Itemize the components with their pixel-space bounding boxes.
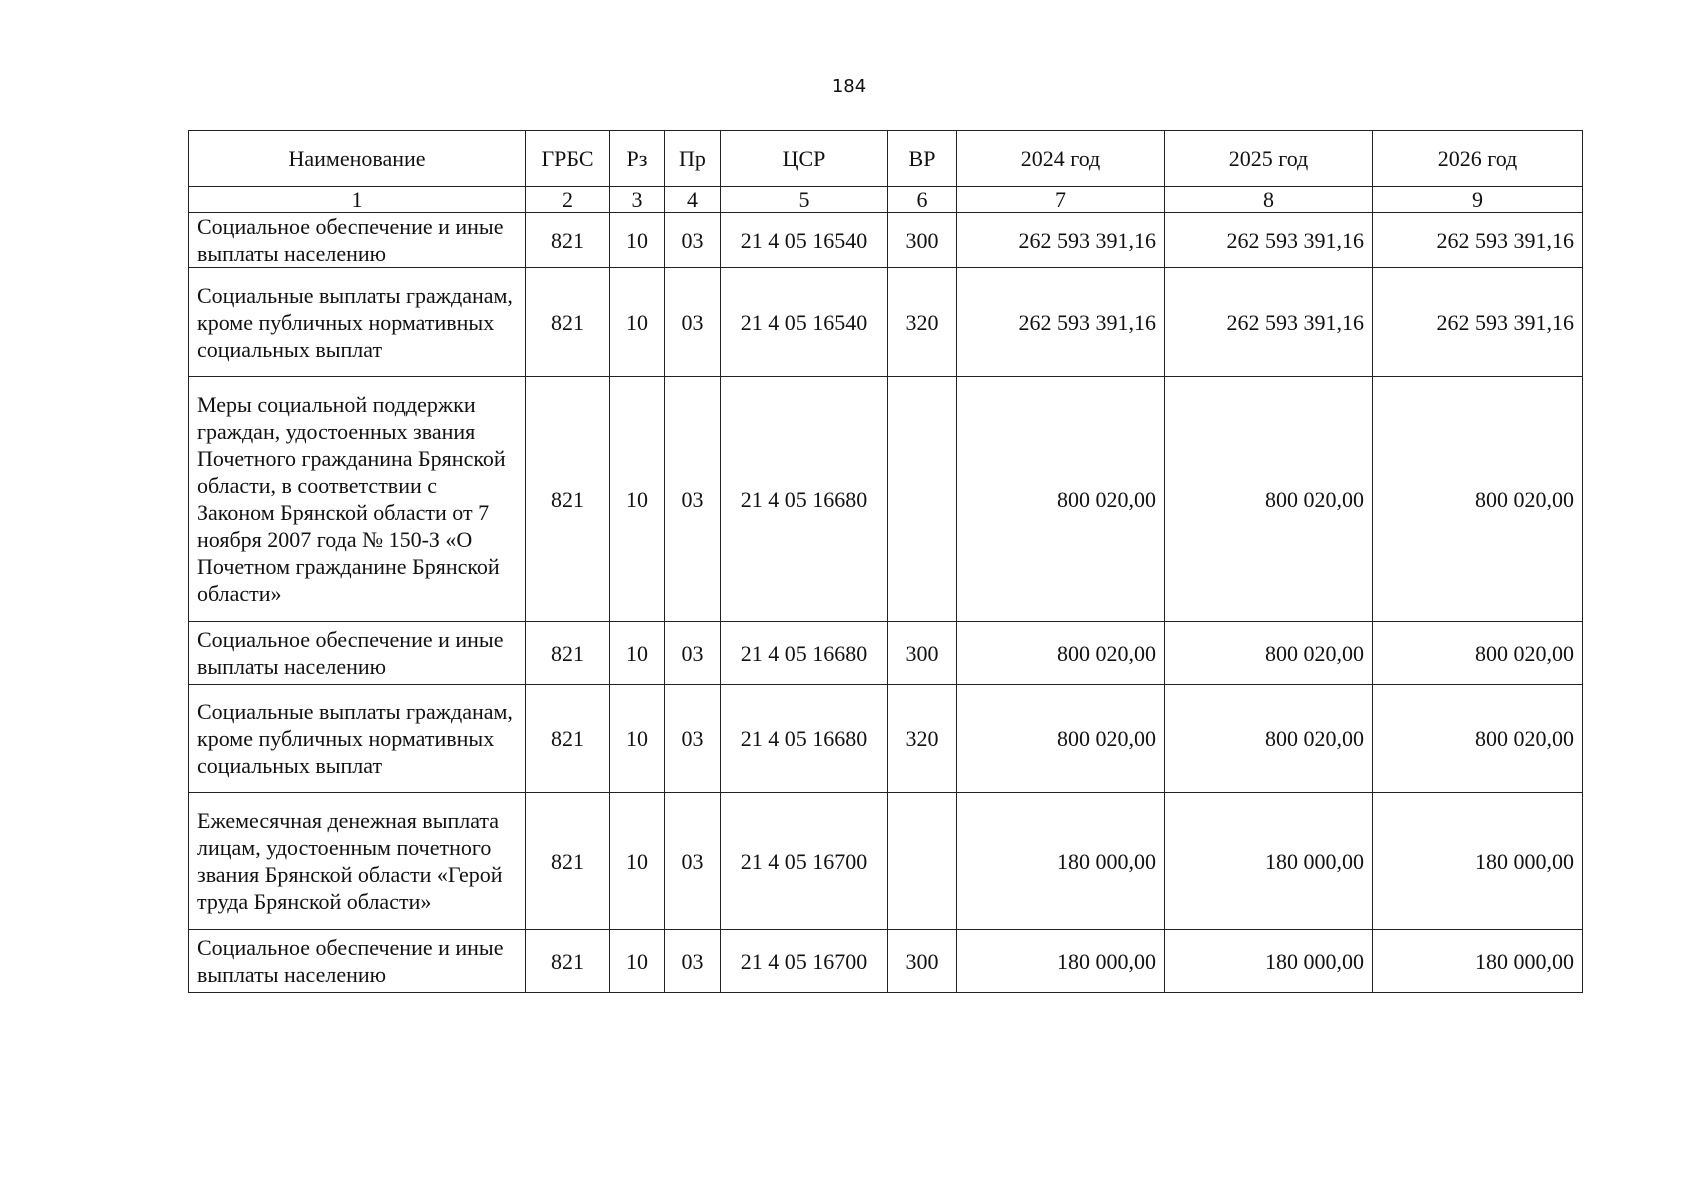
- row-pr: 03: [665, 685, 721, 793]
- row-name: Социальное обеспечение и иные выплаты населению: [189, 213, 526, 268]
- row-2025: 262 593 391,16: [1165, 268, 1373, 377]
- row-2024: 262 593 391,16: [957, 268, 1165, 377]
- table-row: [189, 622, 1583, 685]
- table-row: [189, 377, 1583, 622]
- table-row: [189, 268, 1583, 377]
- row-2024: 800 020,00: [957, 622, 1165, 685]
- header-name: Наименование: [189, 131, 526, 187]
- table-row: [189, 793, 1583, 930]
- row-2025: 180 000,00: [1165, 930, 1373, 993]
- header-2026: 2026 год: [1373, 131, 1583, 187]
- row-vr: [888, 793, 957, 930]
- row-name: Социальные выплаты гражданам, кроме публичных нормативных социальных выплат: [189, 685, 526, 793]
- row-vr: 320: [888, 685, 957, 793]
- row-name: Ежемесячная денежная выплата лицам, удостоенным почетного звания Брянской области «Герой труда Брянской области»: [189, 793, 526, 930]
- table-row: [189, 213, 1583, 268]
- column-number: 3: [610, 187, 665, 213]
- row-pr: 03: [665, 930, 721, 993]
- row-rz: 10: [610, 377, 665, 622]
- row-2024: 180 000,00: [957, 930, 1165, 993]
- row-grbs: 821: [526, 685, 610, 793]
- row-rz: 10: [610, 268, 665, 377]
- row-csr: 21 4 05 16680: [721, 622, 888, 685]
- column-number-row: [189, 187, 1583, 213]
- row-2025: 800 020,00: [1165, 685, 1373, 793]
- row-vr: 320: [888, 268, 957, 377]
- row-vr: 300: [888, 930, 957, 993]
- row-2025: 262 593 391,16: [1165, 213, 1373, 268]
- row-2026: 800 020,00: [1373, 377, 1583, 622]
- row-2024: 800 020,00: [957, 685, 1165, 793]
- row-name: Меры социальной поддержки граждан, удостоенных звания Почетного гражданина Брянской области, в соответствии с Законом Брянской области от 7 ноября 2007 года № 150-З «О Почетном гражданине Брянской области»: [189, 377, 526, 622]
- column-number: 9: [1373, 187, 1583, 213]
- row-2026: 800 020,00: [1373, 685, 1583, 793]
- row-vr: 300: [888, 622, 957, 685]
- row-csr: 21 4 05 16540: [721, 213, 888, 268]
- row-2025: 180 000,00: [1165, 793, 1373, 930]
- row-2024: 180 000,00: [957, 793, 1165, 930]
- header-2025: 2025 год: [1165, 131, 1373, 187]
- table-row: [189, 685, 1583, 793]
- row-vr: 300: [888, 213, 957, 268]
- row-grbs: 821: [526, 377, 610, 622]
- row-vr: [888, 377, 957, 622]
- row-grbs: 821: [526, 213, 610, 268]
- row-pr: 03: [665, 213, 721, 268]
- row-pr: 03: [665, 622, 721, 685]
- row-pr: 03: [665, 793, 721, 930]
- row-2026: 180 000,00: [1373, 793, 1583, 930]
- page-number: 184: [831, 76, 867, 97]
- header-vr: ВР: [888, 131, 957, 187]
- row-grbs: 821: [526, 268, 610, 377]
- budget-table: [188, 130, 1583, 993]
- row-pr: 03: [665, 377, 721, 622]
- row-rz: 10: [610, 622, 665, 685]
- row-2026: 262 593 391,16: [1373, 268, 1583, 377]
- row-grbs: 821: [526, 622, 610, 685]
- row-grbs: 821: [526, 793, 610, 930]
- table-row: [189, 930, 1583, 993]
- row-rz: 10: [610, 930, 665, 993]
- row-rz: 10: [610, 793, 665, 930]
- row-csr: 21 4 05 16680: [721, 685, 888, 793]
- row-pr: 03: [665, 268, 721, 377]
- row-2026: 262 593 391,16: [1373, 213, 1583, 268]
- column-number: 4: [665, 187, 721, 213]
- header-pr: Пр: [665, 131, 721, 187]
- row-2024: 262 593 391,16: [957, 213, 1165, 268]
- header-grbs: ГРБС: [526, 131, 610, 187]
- column-number: 2: [526, 187, 610, 213]
- header-csr: ЦСР: [721, 131, 888, 187]
- row-name: Социальное обеспечение и иные выплаты населению: [189, 622, 526, 685]
- row-rz: 10: [610, 685, 665, 793]
- header-row: [189, 131, 1583, 187]
- row-csr: 21 4 05 16700: [721, 793, 888, 930]
- row-csr: 21 4 05 16700: [721, 930, 888, 993]
- header-2024: 2024 год: [957, 131, 1165, 187]
- row-name: Социальное обеспечение и иные выплаты населению: [189, 930, 526, 993]
- row-rz: 10: [610, 213, 665, 268]
- row-csr: 21 4 05 16680: [721, 377, 888, 622]
- row-2025: 800 020,00: [1165, 622, 1373, 685]
- column-number: 6: [888, 187, 957, 213]
- row-2025: 800 020,00: [1165, 377, 1373, 622]
- row-2026: 800 020,00: [1373, 622, 1583, 685]
- row-grbs: 821: [526, 930, 610, 993]
- column-number: 8: [1165, 187, 1373, 213]
- column-number: 5: [721, 187, 888, 213]
- column-number: 1: [189, 187, 526, 213]
- header-rz: Рз: [610, 131, 665, 187]
- row-2026: 180 000,00: [1373, 930, 1583, 993]
- row-2024: 800 020,00: [957, 377, 1165, 622]
- column-number: 7: [957, 187, 1165, 213]
- row-csr: 21 4 05 16540: [721, 268, 888, 377]
- row-name: Социальные выплаты гражданам, кроме публичных нормативных социальных выплат: [189, 268, 526, 377]
